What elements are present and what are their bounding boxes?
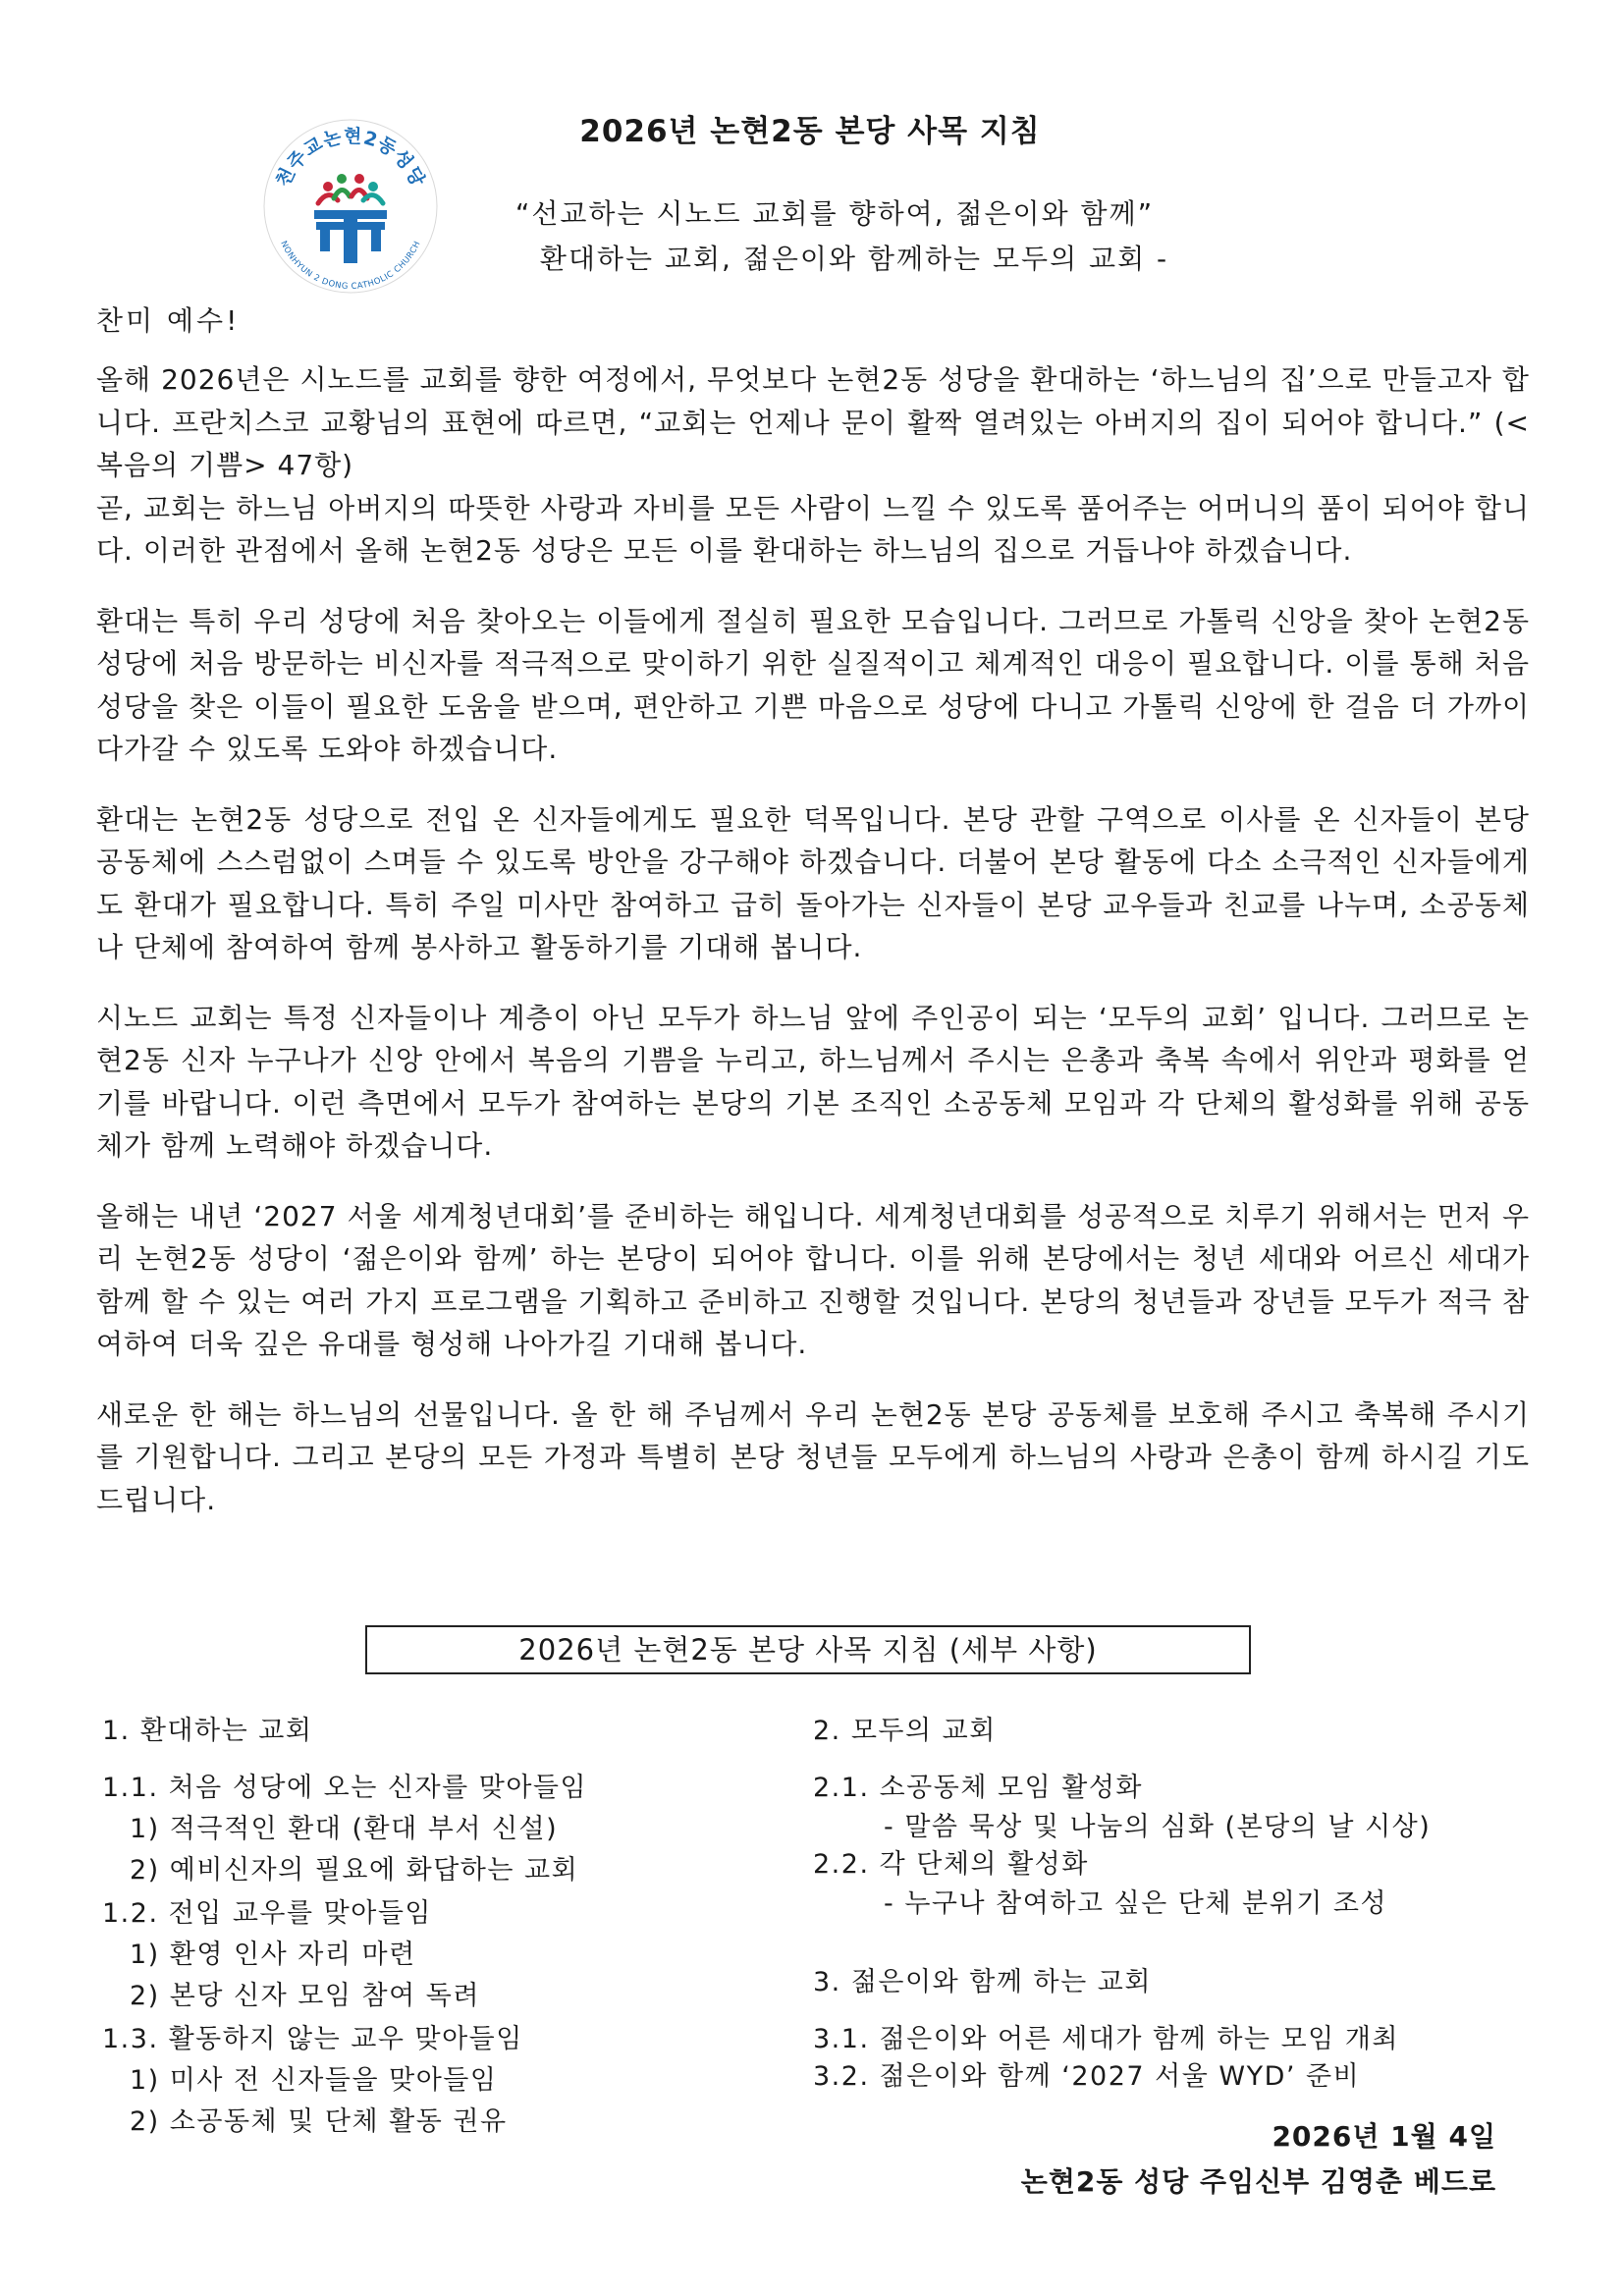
- subsection-heading: 1.3. 활동하지 않는 교우 맞아들임: [102, 2024, 523, 2054]
- parish-logo-emblem: [257, 110, 444, 297]
- subsection-heading: 3.2. 젊은이와 함께 ‘2027 서울 WYD’ 준비: [813, 2061, 1361, 2092]
- paragraph-1: 올해 2026년은 시노드를 교회를 향한 여정에서, 무엇보다 논현2동 성당을 환대하는 ‘하느님의 집’으로 만들고자 합니다. 프란치스코 교황님의 표현에 따르면, “교회는 언제나 문이 활짝 열려있는 아버지의 집이 되어야 합니다.” (<복음의 기쁨> 47항): [96, 363, 1530, 481]
- section-heading: 3. 젊은이와 함께 하는 교회: [813, 1967, 1152, 1997]
- paragraph-5: 시노드 교회는 특정 신자들이나 계층이 아닌 모두가 하느님 앞에 주인공이 되는 ‘모두의 교회’ 입니다. 그러므로 논현2동 신자 누구나가 신앙 안에서 복음의 기쁨을 누리고, 하느님께서 주시는 은총과 축복 속에서 위안과 평화를 얻기를 바랍니다. 이런 측면에서 모두가 참여하는 본당의 기본 조직인 소공동체 모임과 각 단체의 활성화를 위해 공동체가 함께 노력해야 하겠습니다.: [96, 1001, 1530, 1162]
- signature-date: 2026년 1월 4일: [1272, 2120, 1496, 2153]
- list-item: 2) 본당 신자 모임 참여 독려: [130, 1981, 480, 2011]
- svg-text:천주교논현2동성당: [271, 125, 429, 191]
- subsection-heading: 1.1. 처음 성당에 오는 신자를 맞아들임: [102, 1773, 588, 1803]
- subsection-heading: 3.1. 젊은이와 어른 세대가 함께 하는 모임 개최: [813, 2024, 1399, 2054]
- detail-right-column: [813, 1709, 1559, 2102]
- paragraph-4: 환대는 논현2동 성당으로 전입 온 신자들에게도 필요한 덕목입니다. 본당 관할 구역으로 이사를 온 신자들이 본당 공동체에 스스럼없이 스며들 수 있도록 방안을 강구해야 하겠습니다. 더불어 본당 활동에 다소 소극적인 신자들에게도 환대가 필요합니다. 특히 주일 미사만 참여하고 급히 돌아가는 신자들이 본당 교우들과 친교를 나누며, 소공동체나 단체에 참여하여 함께 봉사하고 활동하기를 기대해 봅니다.: [96, 802, 1530, 963]
- pastoral-letter-body: [96, 358, 1530, 1549]
- page-title: 2026년 논현2동 본당 사목 지침: [579, 114, 1041, 149]
- paragraph-7: 새로운 한 해는 하느님의 선물입니다. 올 한 해 주님께서 우리 논현2동 본당 공동체를 보호해 주시고 축복해 주시기를 기원합니다. 그리고 본당의 모든 가정과 특별히 본당 청년들 모두에게 하느님의 사랑과 은총이 함께 하시길 기도드립니다.: [96, 1397, 1530, 1516]
- signature-name: 논현2동 성당 주임신부 김영춘 베드로: [1020, 2165, 1496, 2198]
- list-item: 2) 예비신자의 필요에 화답하는 교회: [130, 1855, 579, 1886]
- paragraph-2: 곧, 교회는 하느님 아버지의 따뜻한 사랑과 자비를 모든 사람이 느낄 수 있도록 품어주는 어머니의 품이 되어야 합니다. 이러한 관점에서 올해 논현2동 성당은 모든 이를 환대하는 하느님의 집으로 거듭나야 하겠습니다.: [96, 491, 1530, 567]
- subtitle-theme: “선교하는 시노드 교회를 향하여, 젊은이와 함께”: [514, 197, 1155, 230]
- subsection-heading: 2.2. 각 단체의 활성화: [813, 1849, 1089, 1880]
- section-heading: 1. 환대하는 교회: [102, 1716, 313, 1746]
- parish-logo: [257, 110, 444, 297]
- detail-left-column: [102, 1709, 789, 2160]
- list-item: 2) 소공동체 및 단체 활동 권유: [130, 2106, 508, 2137]
- list-item: - 말씀 묵상 및 나눔의 심화 (본당의 날 시상): [884, 1812, 1432, 1842]
- greeting: 찬미 예수!: [96, 304, 241, 337]
- paragraph-6: 올해는 내년 ‘2027 서울 세계청년대회’를 준비하는 해입니다. 세계청년대회를 성공적으로 치루기 위해서는 먼저 우리 논현2동 성당이 ‘젊은이와 함께’ 하는 본당이 되어야 합니다. 이를 위해 본당에서는 청년 세대와 어르신 세대가 함께 할 수 있는 여러 가지 프로그램을 기획하고 준비하고 진행할 것입니다. 본당의 청년들과 장년들 모두가 적극 참여하여 더욱 깊은 유대를 형성해 나아가길 기대해 봅니다.: [96, 1199, 1530, 1360]
- logo-ring-text-top: 천주교논현2동성당: [272, 125, 429, 191]
- subsection-heading: 1.2. 전입 교우를 맞아들임: [102, 1898, 433, 1929]
- list-item: 1) 적극적인 환대 (환대 부서 신설): [130, 1814, 559, 1844]
- list-item: 1) 환영 인사 자리 마련: [130, 1940, 416, 1970]
- subtitle-motto: 환대하는 교회, 젊은이와 함께하는 모두의 교회 -: [539, 243, 1169, 275]
- section-heading: 2. 모두의 교회: [813, 1716, 997, 1746]
- subsection-heading: 2.1. 소공동체 모임 활성화: [813, 1773, 1144, 1803]
- list-item: - 누구나 참여하고 싶은 단체 분위기 조성: [884, 1888, 1388, 1919]
- paragraph-3: 환대는 특히 우리 성당에 처음 찾아오는 이들에게 절실히 필요한 모습입니다. 그러므로 가톨릭 신앙을 찾아 논현2동 성당에 처음 방문하는 비신자를 적극적으로 맞이하기 위한 실질적이고 체계적인 대응이 필요합니다. 이를 통해 처음 성당을 찾은 이들이 필요한 도움을 받으며, 편안하고 기쁜 마음으로 성당에 다니고 가톨릭 신앙에 한 걸음 더 가까이 다가갈 수 있도록 도와야 하겠습니다.: [96, 604, 1530, 765]
- logo-ring-text-bottom: NONHYUN 2 DONG CATHOLIC CHURCH: [278, 239, 423, 293]
- list-item: 1) 미사 전 신자들을 맞아들임: [130, 2065, 498, 2096]
- detail-section-title: 2026년 논현2동 본당 사목 지침 (세부 사항): [365, 1625, 1251, 1674]
